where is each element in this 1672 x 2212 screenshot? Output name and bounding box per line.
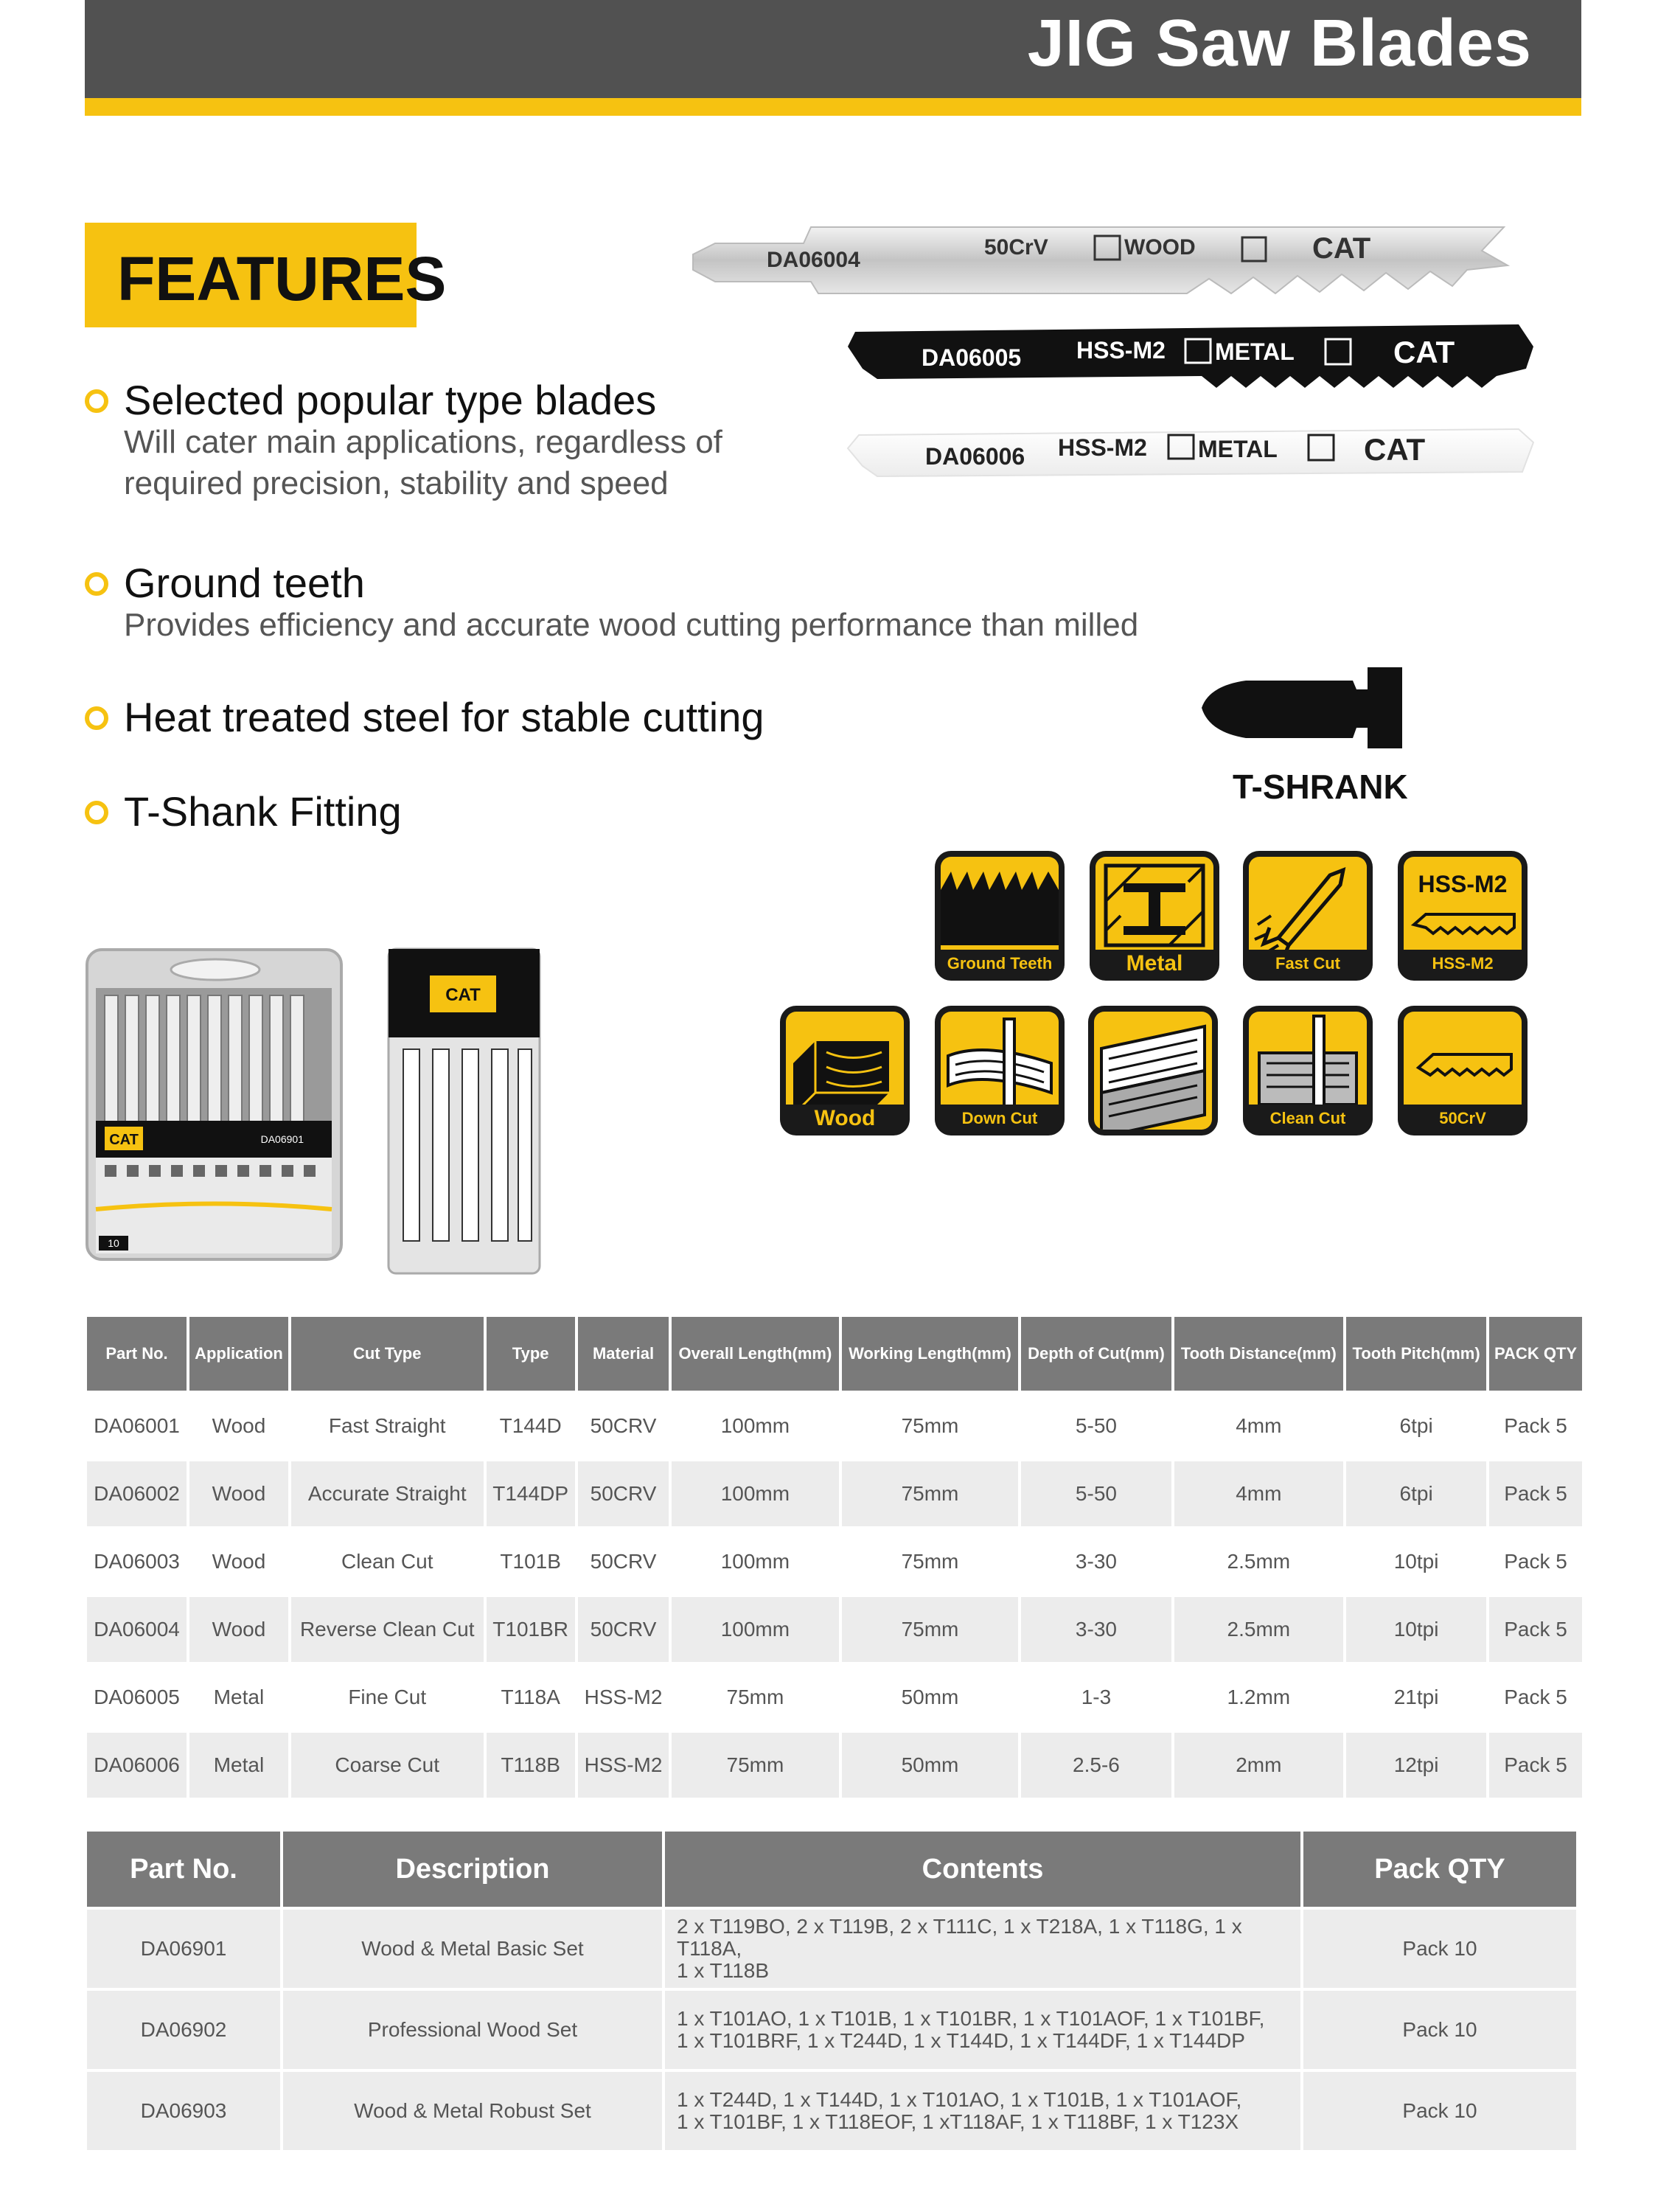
- table-cell: 5-50: [1075, 1414, 1117, 1437]
- down-cut-icon: [935, 1006, 1065, 1135]
- table-cell: 6tpi: [1346, 1461, 1486, 1526]
- table-cell: DA06005: [94, 1686, 180, 1708]
- table-cell: DA06903: [87, 2072, 280, 2150]
- icon-caption: HSS-M2: [1418, 871, 1508, 897]
- metal-icon: [1090, 851, 1219, 981]
- table-cell: Pack 5: [1489, 1461, 1582, 1526]
- features-heading-box: [85, 223, 447, 327]
- table-cell: 10tpi: [1346, 1597, 1486, 1662]
- table-cell: DA06004: [87, 1597, 187, 1662]
- blade-brand: CAT: [1312, 232, 1371, 265]
- blade-use: WOOD: [1124, 235, 1196, 260]
- blade-material: 50CrV: [984, 235, 1048, 260]
- icon-label: Clean Cut: [1243, 1105, 1373, 1133]
- table-cell: DA06902: [87, 1991, 280, 2069]
- table-cell: Pack 5: [1504, 1414, 1567, 1437]
- blade-spec-table: [84, 1314, 1585, 1801]
- icon-label: Wood: [780, 1105, 910, 1133]
- column-header: Material: [578, 1317, 669, 1391]
- table-cell: 75mm: [901, 1550, 959, 1573]
- column-header: Tooth Pitch(mm): [1346, 1317, 1486, 1391]
- column-header: Pack QTY: [1303, 1832, 1576, 1907]
- page-title: JIG Saw Blades: [1027, 7, 1532, 80]
- wood-icon: [780, 1006, 910, 1135]
- table-cell: Wood: [189, 1461, 288, 1526]
- table-cell: Fast Straight: [328, 1414, 446, 1437]
- column-header: Contents: [665, 1832, 1300, 1907]
- blade-brand: CAT: [1393, 335, 1455, 369]
- table-row: [87, 1910, 1576, 1988]
- table-header-row: [87, 1832, 1576, 1907]
- table-cell: Wood: [212, 1550, 266, 1573]
- table-cell: Pack 5: [1489, 1733, 1582, 1798]
- table-cell: 4mm: [1236, 1414, 1282, 1437]
- table-cell: T144DP: [487, 1461, 575, 1526]
- table-cell: 75mm: [842, 1597, 1019, 1662]
- table-cell: T118B: [487, 1733, 575, 1798]
- table-cell: 75mm: [726, 1686, 784, 1708]
- table-cell: 50CRV: [578, 1597, 669, 1662]
- contents-cell: [665, 1991, 1300, 2069]
- table-header-row: [87, 1317, 1582, 1391]
- feature-title: T-Shank Fitting: [124, 788, 402, 835]
- table-cell: 3-30: [1075, 1550, 1117, 1573]
- table-cell: 75mm: [672, 1733, 838, 1798]
- box-code: DA06901: [260, 1133, 304, 1145]
- blade-card-image: [386, 946, 544, 1278]
- table-cell: 100mm: [672, 1597, 838, 1662]
- column-header: Type: [487, 1317, 575, 1391]
- bullet-icon: [85, 801, 108, 824]
- reverse-cut-icon: [1088, 1006, 1218, 1135]
- tshank-label: T-SHRANK: [1233, 768, 1408, 806]
- hss-m2-icon: [1398, 851, 1528, 981]
- table-cell: 3-30: [1021, 1597, 1171, 1662]
- blade-set-box-image: [83, 944, 348, 1279]
- table-cell: Accurate Straight: [291, 1461, 484, 1526]
- blade-set-table: [84, 1829, 1579, 2153]
- feature-desc: Provides efficiency and accurate wood cutting performance than milled: [124, 607, 1139, 643]
- table-cell: 100mm: [720, 1414, 790, 1437]
- table-cell: DA06901: [87, 1910, 280, 1988]
- table-cell: 12tpi: [1346, 1733, 1486, 1798]
- table-cell: Clean Cut: [341, 1550, 433, 1573]
- table-cell: 1.2mm: [1227, 1686, 1291, 1708]
- table-cell: Fine Cut: [348, 1686, 427, 1708]
- bullet-icon: [85, 706, 108, 730]
- table-cell: Pack 5: [1504, 1686, 1567, 1708]
- table-cell: Metal: [189, 1733, 288, 1798]
- box-count: 10: [108, 1237, 119, 1249]
- feature-desc: required precision, stability and speed: [124, 465, 669, 501]
- contents-cell: [665, 1910, 1300, 1988]
- table-cell: 50CRV: [590, 1550, 657, 1573]
- icon-label: Ground Teeth: [935, 950, 1065, 978]
- table-cell: Wood: [189, 1597, 288, 1662]
- blade-da06006: [848, 429, 1533, 476]
- blade-brand: CAT: [1364, 432, 1426, 467]
- table-cell: T144D: [499, 1414, 562, 1437]
- contents-cell: [665, 2072, 1300, 2150]
- table-cell: T118A: [501, 1686, 560, 1708]
- table-cell: 50CRV: [578, 1461, 669, 1526]
- table-cell: 100mm: [720, 1550, 790, 1573]
- table-row: [87, 1597, 1582, 1662]
- blade-use: METAL: [1215, 338, 1295, 365]
- crv-icon: [1398, 1006, 1528, 1135]
- column-header: Tooth Distance(mm): [1174, 1317, 1344, 1391]
- column-header: Application: [189, 1317, 288, 1391]
- contents-line: 1 x T101BRF, 1 x T244D, 1 x T144D, 1 x T144DF, 1 x T144DP: [677, 2029, 1245, 2052]
- table-cell: Wood: [212, 1414, 266, 1437]
- table-cell: 1-3: [1081, 1686, 1112, 1708]
- icon-label: HSS-M2: [1398, 950, 1528, 978]
- table-cell: DA06003: [94, 1550, 180, 1573]
- table-cell: T101BR: [487, 1597, 575, 1662]
- blade-use: METAL: [1198, 436, 1278, 462]
- table-cell: 2.5mm: [1227, 1550, 1291, 1573]
- blade-code: DA06004: [767, 248, 860, 272]
- column-header: Part No.: [87, 1317, 187, 1391]
- table-cell: 4mm: [1174, 1461, 1344, 1526]
- table-cell: Pack 10: [1303, 1910, 1576, 1988]
- contents-line: 1 x T101AO, 1 x T101B, 1 x T101BR, 1 x T101AOF, 1 x T101BF,: [677, 2007, 1265, 2030]
- bullet-icon: [85, 389, 108, 413]
- table-cell: 5-50: [1021, 1461, 1171, 1526]
- blade-code: DA06005: [922, 344, 1022, 371]
- table-row: [87, 1461, 1582, 1526]
- blade-material: HSS-M2: [1058, 434, 1147, 461]
- table-cell: 75mm: [901, 1414, 959, 1437]
- table-cell: Pack 5: [1504, 1550, 1567, 1573]
- box-brand-logo: CAT: [109, 1132, 139, 1148]
- contents-line: 1 x T101BF, 1 x T118EOF, 1 xT118AF, 1 x T118BF, 1 x T123X: [677, 2110, 1239, 2133]
- icon-label: Fast Cut: [1243, 950, 1373, 978]
- contents-line: 1 x T118B: [677, 1959, 770, 1982]
- column-header: Description: [283, 1832, 662, 1907]
- column-header: Part No.: [87, 1832, 280, 1907]
- table-cell: Metal: [213, 1686, 265, 1708]
- blade-code: DA06006: [925, 443, 1025, 470]
- table-row: [87, 1991, 1576, 2069]
- clean-cut-icon: [1243, 1006, 1373, 1135]
- feature-title: Heat treated steel for stable cutting: [124, 694, 764, 740]
- blade-da06004: [693, 227, 1508, 293]
- table-cell: Pack 5: [1489, 1597, 1582, 1662]
- feature-title: Ground teeth: [124, 560, 365, 606]
- feature-desc: Will cater main applications, regardless of: [124, 424, 722, 460]
- table-row: [87, 1665, 1582, 1730]
- bullet-icon: [85, 572, 108, 596]
- table-cell: 2mm: [1174, 1733, 1344, 1798]
- tshank-icon: [1194, 667, 1408, 756]
- table-cell: 50CRV: [590, 1414, 657, 1437]
- column-header: Working Length(mm): [842, 1317, 1019, 1391]
- table-cell: 2.5mm: [1174, 1597, 1344, 1662]
- table-row: [87, 2072, 1576, 2150]
- contents-line: 2 x T119BO, 2 x T119B, 2 x T111C, 1 x T218A, 1 x T118G, 1 x T118A,: [677, 1915, 1242, 1960]
- table-cell: 10tpi: [1393, 1550, 1439, 1573]
- table-cell: HSS-M2: [584, 1686, 663, 1708]
- table-row: [87, 1394, 1582, 1458]
- column-header: Depth of Cut(mm): [1021, 1317, 1171, 1391]
- feature-title: Selected popular type blades: [124, 377, 657, 423]
- table-cell: Pack 10: [1303, 2072, 1576, 2150]
- table-cell: DA06001: [94, 1414, 180, 1437]
- table-cell: DA06002: [87, 1461, 187, 1526]
- icon-label: Down Cut: [935, 1105, 1065, 1133]
- blade-da06005: [848, 324, 1533, 388]
- header-accent-stripe: [85, 98, 1581, 116]
- table-cell: 6tpi: [1399, 1414, 1433, 1437]
- ground-teeth-icon: [935, 851, 1065, 981]
- table-cell: T101B: [500, 1550, 561, 1573]
- table-cell: 21tpi: [1393, 1686, 1439, 1708]
- table-row: [87, 1733, 1582, 1798]
- table-cell: Reverse Clean Cut: [291, 1597, 484, 1662]
- table-cell: Pack 10: [1303, 1991, 1576, 2069]
- table-cell: Wood & Metal Robust Set: [283, 2072, 662, 2150]
- table-cell: Coarse Cut: [291, 1733, 484, 1798]
- card-brand-logo: CAT: [445, 985, 481, 1005]
- blade-illustrations: [686, 221, 1548, 494]
- icon-label: 50CrV: [1398, 1105, 1528, 1133]
- table-cell: HSS-M2: [578, 1733, 669, 1798]
- blade-material: HSS-M2: [1076, 337, 1166, 364]
- table-cell: 50mm: [842, 1733, 1019, 1798]
- table-cell: 2.5-6: [1021, 1733, 1171, 1798]
- column-header: PACK QTY: [1489, 1317, 1582, 1391]
- column-header: Overall Length(mm): [672, 1317, 838, 1391]
- fast-cut-icon: [1243, 851, 1373, 981]
- icon-label: Metal: [1090, 950, 1219, 978]
- table-row: [87, 1529, 1582, 1594]
- table-cell: 100mm: [672, 1461, 838, 1526]
- table-cell: 75mm: [842, 1461, 1019, 1526]
- table-cell: DA06006: [87, 1733, 187, 1798]
- column-header: Cut Type: [291, 1317, 484, 1391]
- table-cell: Wood & Metal Basic Set: [283, 1910, 662, 1988]
- table-cell: 50mm: [901, 1686, 959, 1708]
- contents-line: 1 x T244D, 1 x T144D, 1 x T101AO, 1 x T101B, 1 x T101AOF,: [677, 2088, 1242, 2111]
- features-heading: FEATURES: [117, 244, 447, 313]
- table-cell: Professional Wood Set: [283, 1991, 662, 2069]
